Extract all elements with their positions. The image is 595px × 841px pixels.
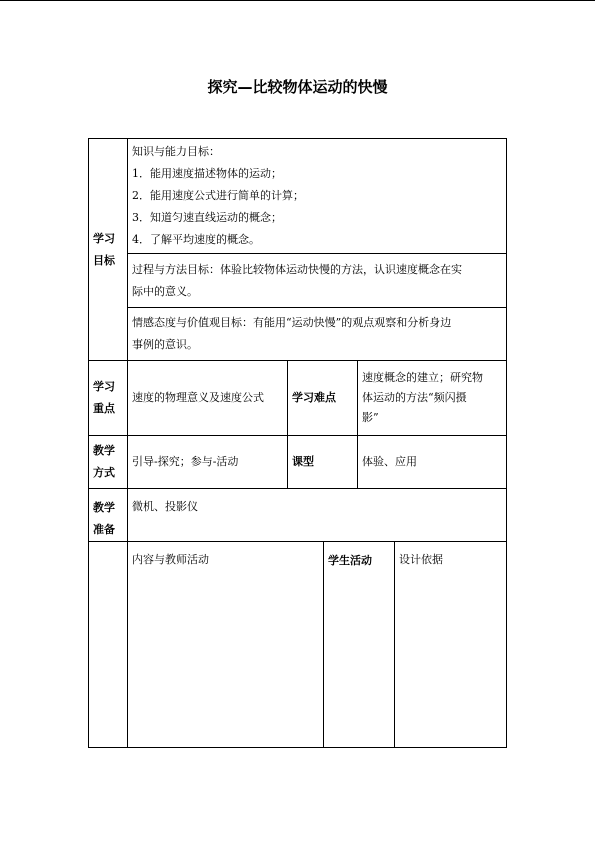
- process-objectives-cell: 过程与方法目标：体验比较物体运动快慢的方法，认识速度概念在实 际中的意义。: [128, 254, 507, 308]
- attitude-objectives-cell: 情感态度与价值观目标：有能用“运动快慢”的观点观察和分析身边 事例的意识。: [128, 308, 507, 361]
- objectives-row-knowledge: [89, 139, 507, 254]
- student-activity-heading: 学生活动: [324, 542, 395, 748]
- knowledge-objectives-cell: [128, 139, 507, 254]
- focus-label: 学习 重点: [89, 361, 128, 436]
- prep-label: 教学 准备: [89, 489, 128, 542]
- lesson-type-label: 课型: [288, 436, 358, 489]
- activity-blank-cell: [89, 542, 128, 748]
- method-label: 教学 方式: [89, 436, 128, 489]
- objectives-label: 学习 目标: [89, 139, 128, 361]
- knowledge-item: 4．了解平均速度的概念。: [132, 233, 260, 246]
- design-basis-heading: 设计依据: [395, 542, 507, 748]
- method-value: 引导-探究；参与-活动: [128, 436, 288, 489]
- knowledge-item: 2．能用速度公式进行简单的计算；: [132, 189, 304, 202]
- teacher-activity-heading: 内容与教师活动: [128, 542, 324, 748]
- knowledge-item: 1．能用速度描述物体的运动；: [132, 167, 282, 180]
- prep-row: [89, 489, 507, 542]
- focus-value: 速度的物理意义及速度公式: [128, 361, 288, 436]
- page-title: 探究—比较物体运动的快慢: [207, 78, 388, 96]
- method-row: [89, 436, 507, 489]
- lesson-plan-table: [88, 138, 507, 748]
- knowledge-item: 3．知道匀速直线运动的概念；: [132, 211, 282, 224]
- objectives-row-process: [89, 254, 507, 308]
- lesson-type-value: 体验、应用: [358, 436, 507, 489]
- objectives-row-attitude: [89, 308, 507, 361]
- page-top-rule: [0, 0, 595, 1]
- activity-row: [89, 542, 507, 748]
- difficulty-value: 速度概念的建立；研究物 体运动的方法“频闪摄 影”: [358, 361, 507, 436]
- difficulty-label: 学习难点: [288, 361, 358, 436]
- prep-value: 微机、投影仪: [128, 489, 507, 542]
- focus-row: [89, 361, 507, 436]
- knowledge-heading: 知识与能力目标：: [132, 145, 220, 158]
